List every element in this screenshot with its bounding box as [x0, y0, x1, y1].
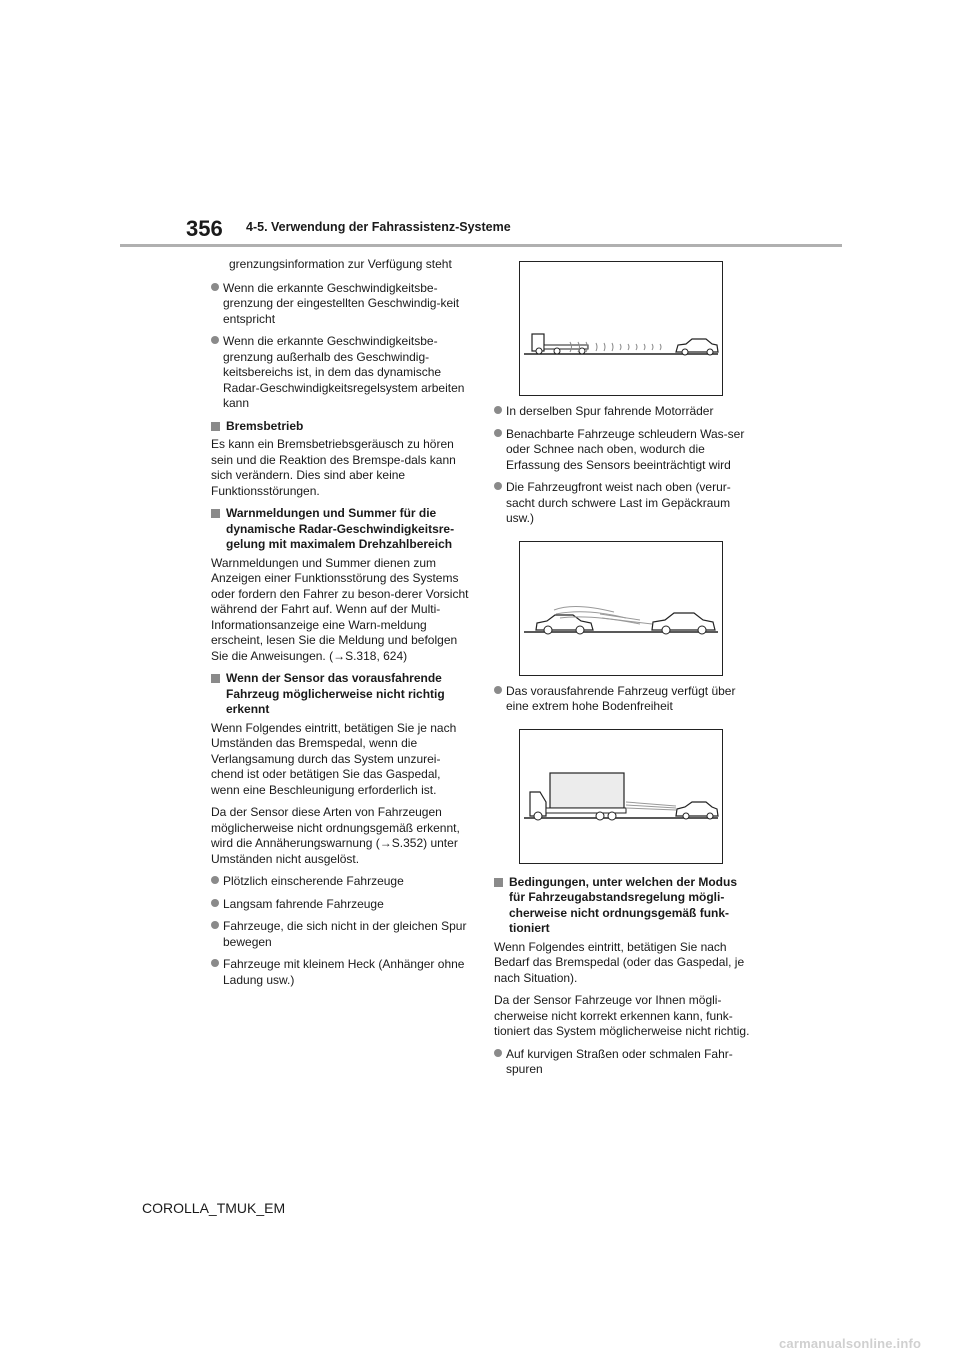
warn-heading: [211, 506, 471, 553]
bullet-dot-icon: [494, 686, 502, 694]
header-divider: [120, 244, 842, 247]
list-item-text: Auf kurvigen Straßen oder schmalen Fahr-spuren: [506, 1046, 733, 1076]
list-item: [494, 480, 756, 527]
intro-continuation: grenzungsinformation zur Verfügung steht: [229, 257, 452, 271]
list-item: [494, 1047, 756, 1078]
section-title: 4-5. Verwendung der Fahrassistenz-Systeme: [246, 220, 511, 234]
square-bullet-icon: [211, 509, 220, 518]
heading-text: Wenn der Sensor das vorausfahrende Fahrzeug möglicherweise nicht richtig erkennt: [226, 671, 445, 716]
list-item: [211, 334, 471, 412]
list-item-text: Wenn die erkannte Geschwindigkeitsbe-grenzung außerhalb des Geschwindig-keitsbereichs ist, in dem das dynamische Radar-Geschwindigkeitsregelsystem arbeiten kann: [223, 334, 465, 410]
list-item-text: Wenn die erkannte Geschwindigkeitsbe-grenzung der eingestellten Geschwindig-keit entspricht: [223, 280, 460, 326]
illustration-high-clearance: [519, 729, 723, 864]
square-bullet-icon: [494, 878, 503, 887]
bullet-dot-icon: [211, 283, 219, 291]
high-clearance-svg: [520, 730, 722, 863]
brake-text: Es kann ein Bremsbetriebsgeräusch zu hören sein und die Reaktion des Bremspe-dals kann sich verändern. Dies sind aber keine Funktionsstörungen.: [211, 437, 456, 498]
square-bullet-icon: [211, 674, 220, 683]
right-column: [494, 261, 756, 1085]
illustration-truck-trailer: [519, 261, 723, 396]
warn-text: Warnmeldungen und Summer dienen zum Anzeigen einer Funktionsstörung des Systems oder fordern den Fahrer zu beson-derer Vorsicht während der Fahrt auf. Wenn auf der Multi-Informationsanzeige eine Warn-meldung erscheint, lesen Sie die Meldung und befolgen Sie die Anweisungen. (→S.318, 624): [211, 555, 469, 663]
bullet-dot-icon: [211, 959, 219, 967]
list-item: [211, 919, 471, 950]
list-item-text: Fahrzeuge, die sich nicht in der gleichen Spur bewegen: [223, 919, 467, 949]
list-item-text: Die Fahrzeugfront weist nach oben (verur-sacht durch schwere Last im Gepäckraum usw.): [506, 480, 731, 525]
sensor-text-1: Wenn Folgendes eintritt, betätigen Sie je nach Umständen das Bremspedal, wenn die Verlangsamung durch das System unzurei-chend ist oder betätigen Sie das Gaspedal, wenn eine Beschleunigung erforderlich ist.: [211, 720, 457, 797]
bullet-dot-icon: [211, 336, 219, 344]
mode-text-1: Wenn Folgendes eintritt, betätigen Sie nach Bedarf das Bremspedal (oder das Gaspedal, je nach Situation).: [494, 939, 745, 985]
list-item-text: Plötzlich einscherende Fahrzeuge: [223, 874, 404, 888]
bullet-dot-icon: [211, 876, 219, 884]
square-bullet-icon: [211, 422, 220, 431]
sensor-text-2: Da der Sensor diese Arten von Fahrzeugen möglicherweise nicht ordnungsgemäß erkennt, wird die Annäherungswarnung (→S.352) unter Umständen nicht ausgelöst.: [211, 805, 460, 866]
list-item: [211, 957, 471, 988]
list-item: [211, 897, 471, 913]
list-item: [211, 281, 471, 328]
mode-heading: [494, 875, 756, 937]
list-item-text: In derselben Spur fahrende Motorräder: [506, 404, 714, 418]
heading-text: Bedingungen, unter welchen der Modus für Fahrzeugabstandsregelung mögli-cherweise nicht ordnungsgemäß funk-tioniert: [509, 874, 738, 935]
list-item: [494, 404, 756, 420]
list-item-text: Benachbarte Fahrzeuge schleudern Was-ser oder Schnee nach oben, wodurch die Erfassung des Sensors beeinträchtigt wird: [506, 426, 745, 472]
list-item-text: Langsam fahrende Fahrzeuge: [223, 896, 384, 911]
heading-text: Bremsbetrieb: [226, 418, 304, 433]
list-item-text: Das vorausfahrende Fahrzeug verfügt über eine extrem hohe Bodenfreiheit: [506, 683, 736, 713]
illustration-raised-front: [519, 541, 723, 676]
bullet-dot-icon: [494, 482, 502, 490]
list-item-text: Fahrzeuge mit kleinem Heck (Anhänger ohne Ladung usw.): [223, 957, 465, 987]
bullet-dot-icon: [211, 921, 219, 929]
bullet-dot-icon: [494, 429, 502, 437]
bullet-dot-icon: [494, 1049, 502, 1057]
list-item: [211, 874, 471, 890]
bullet-dot-icon: [211, 899, 219, 907]
list-item: [494, 427, 756, 474]
left-column: [211, 257, 471, 995]
list-item: [494, 684, 756, 715]
page-number: 356: [186, 216, 223, 241]
mode-text-2: Da der Sensor Fahrzeuge vor Ihnen mögli-cherweise nicht korrekt erkennen kann, funk-tioniert das System möglicherweise nicht richtig.: [494, 993, 750, 1038]
raised-front-svg: [520, 542, 722, 675]
watermark: carmanualsonline.info: [779, 1336, 922, 1351]
heading-text: Warnmeldungen und Summer für die dynamische Radar-Geschwindigkeitsre-gelung mit maximalem Drehzahlbereich: [226, 506, 455, 551]
sensor-heading: [211, 671, 471, 718]
bullet-dot-icon: [494, 406, 502, 414]
brake-heading: [211, 419, 471, 435]
doc-code: COROLLA_TMUK_EM: [142, 1200, 286, 1216]
truck-trailer-svg: [520, 262, 722, 395]
